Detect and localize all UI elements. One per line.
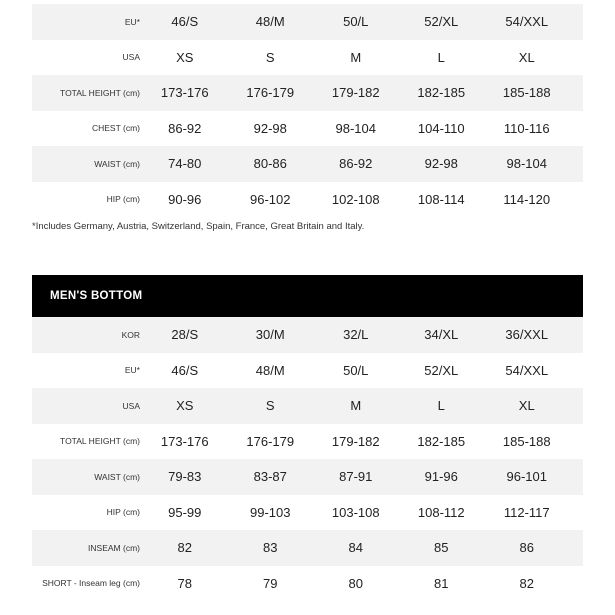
- size-cell: M: [350, 49, 362, 65]
- row-label: CHEST (cm): [91, 123, 140, 134]
- size-cell: 52/XL: [424, 362, 459, 378]
- size-cell: L: [437, 398, 445, 414]
- size-cell: 96-101: [506, 469, 547, 485]
- size-cell: 78: [177, 575, 192, 591]
- size-cell: 52/XL: [424, 14, 459, 30]
- size-cell: 182-185: [417, 433, 466, 449]
- size-cell: 103-108: [331, 504, 380, 520]
- size-cell: 87-91: [339, 469, 373, 485]
- size-cell: 86-92: [339, 156, 373, 172]
- size-row: [32, 182, 583, 218]
- size-cell: 185-188: [502, 433, 551, 449]
- size-cell: XS: [176, 49, 194, 65]
- size-cell: 36/XXL: [505, 327, 549, 343]
- size-row: [32, 459, 583, 495]
- size-row: [32, 566, 583, 602]
- row-label: SHORT - Inseam leg (cm): [42, 578, 140, 589]
- size-cell: 54/XXL: [505, 14, 549, 30]
- row-label: USA: [122, 400, 140, 411]
- size-cell: 173-176: [160, 433, 209, 449]
- size-cell: 32/L: [343, 327, 369, 343]
- size-cell: 98-104: [335, 120, 376, 136]
- row-label: HIP (cm): [106, 194, 140, 205]
- size-cell: 86-92: [168, 120, 202, 136]
- size-cell: 92-98: [253, 120, 287, 136]
- size-cell: M: [350, 398, 362, 414]
- row-label: KOR: [121, 329, 140, 340]
- size-cell: 90-96: [168, 191, 202, 207]
- row-label: WAIST (cm): [94, 158, 140, 169]
- size-cell: S: [265, 398, 275, 414]
- size-cell: 34/XL: [424, 327, 459, 343]
- size-cell: 98-104: [506, 156, 547, 172]
- mens-bottom-header: [32, 275, 583, 317]
- row-label: TOTAL HEIGHT (cm): [60, 87, 140, 98]
- top-size-table: [32, 4, 583, 217]
- row-label: WAIST (cm): [94, 471, 140, 482]
- size-row: [32, 353, 583, 389]
- size-cell: 92-98: [424, 156, 458, 172]
- size-cell: 173-176: [160, 85, 209, 101]
- section-title: MEN'S BOTTOM: [50, 290, 143, 302]
- size-cell: 91-96: [424, 469, 458, 485]
- size-cell: 48/M: [255, 14, 285, 30]
- size-row: [32, 146, 583, 182]
- size-cell: 80: [348, 575, 363, 591]
- size-cell: 79: [263, 575, 278, 591]
- size-cell: 99-103: [250, 504, 291, 520]
- size-cell: 182-185: [417, 85, 466, 101]
- size-cell: 110-116: [503, 120, 550, 136]
- mens-bottom-size-table: [32, 317, 583, 601]
- size-cell: 82: [519, 575, 534, 591]
- size-row: [32, 388, 583, 424]
- size-cell: 114-120: [503, 191, 551, 207]
- size-cell: XS: [176, 398, 194, 414]
- size-cell: 104-110: [417, 120, 465, 136]
- size-cell: 30/M: [255, 327, 285, 343]
- size-cell: 50/L: [343, 362, 369, 378]
- size-cell: 185-188: [502, 85, 551, 101]
- row-label: TOTAL HEIGHT (cm): [60, 436, 140, 447]
- size-cell: 81: [434, 575, 449, 591]
- size-cell: XL: [518, 398, 535, 414]
- size-cell: 85: [434, 540, 449, 556]
- row-label: EU*: [124, 16, 140, 27]
- size-cell: 84: [348, 540, 363, 556]
- size-cell: 86: [519, 540, 534, 556]
- row-label: HIP (cm): [106, 507, 140, 518]
- size-cell: 102-108: [331, 191, 380, 207]
- size-row: [32, 495, 583, 531]
- footnote: *Includes Germany, Austria, Switzerland, Spain, France, Great Britain and Italy.: [32, 221, 365, 232]
- size-cell: 179-182: [331, 433, 380, 449]
- size-cell: 28/S: [171, 327, 199, 343]
- size-cell: 176-179: [246, 85, 295, 101]
- size-cell: 50/L: [343, 14, 369, 30]
- size-row: [32, 424, 583, 460]
- size-cell: 176-179: [246, 433, 295, 449]
- row-label: EU*: [124, 365, 140, 376]
- size-cell: 112-117: [503, 504, 550, 520]
- size-cell: 80-86: [253, 156, 287, 172]
- size-cell: 48/M: [255, 362, 285, 378]
- size-row: [32, 4, 583, 40]
- size-cell: 96-102: [250, 191, 291, 207]
- size-cell: 95-99: [168, 504, 202, 520]
- size-cell: 46/S: [171, 14, 199, 30]
- size-cell: L: [437, 49, 445, 65]
- size-cell: 74-80: [168, 156, 202, 172]
- row-label: INSEAM (cm): [88, 542, 140, 553]
- size-cell: 83-87: [253, 469, 287, 485]
- size-cell: 79-83: [168, 469, 202, 485]
- size-row: [32, 75, 583, 111]
- size-cell: S: [265, 49, 275, 65]
- size-row: [32, 317, 583, 353]
- size-cell: 108-112: [417, 504, 465, 520]
- size-cell: 82: [177, 540, 192, 556]
- row-label: USA: [122, 52, 140, 63]
- size-cell: XL: [518, 49, 535, 65]
- size-row: [32, 40, 583, 76]
- size-row: [32, 111, 583, 147]
- size-cell: 54/XXL: [505, 362, 549, 378]
- size-cell: 46/S: [171, 362, 199, 378]
- size-cell: 83: [263, 540, 278, 556]
- size-cell: 179-182: [331, 85, 380, 101]
- size-row: [32, 530, 583, 566]
- size-cell: 108-114: [417, 191, 465, 207]
